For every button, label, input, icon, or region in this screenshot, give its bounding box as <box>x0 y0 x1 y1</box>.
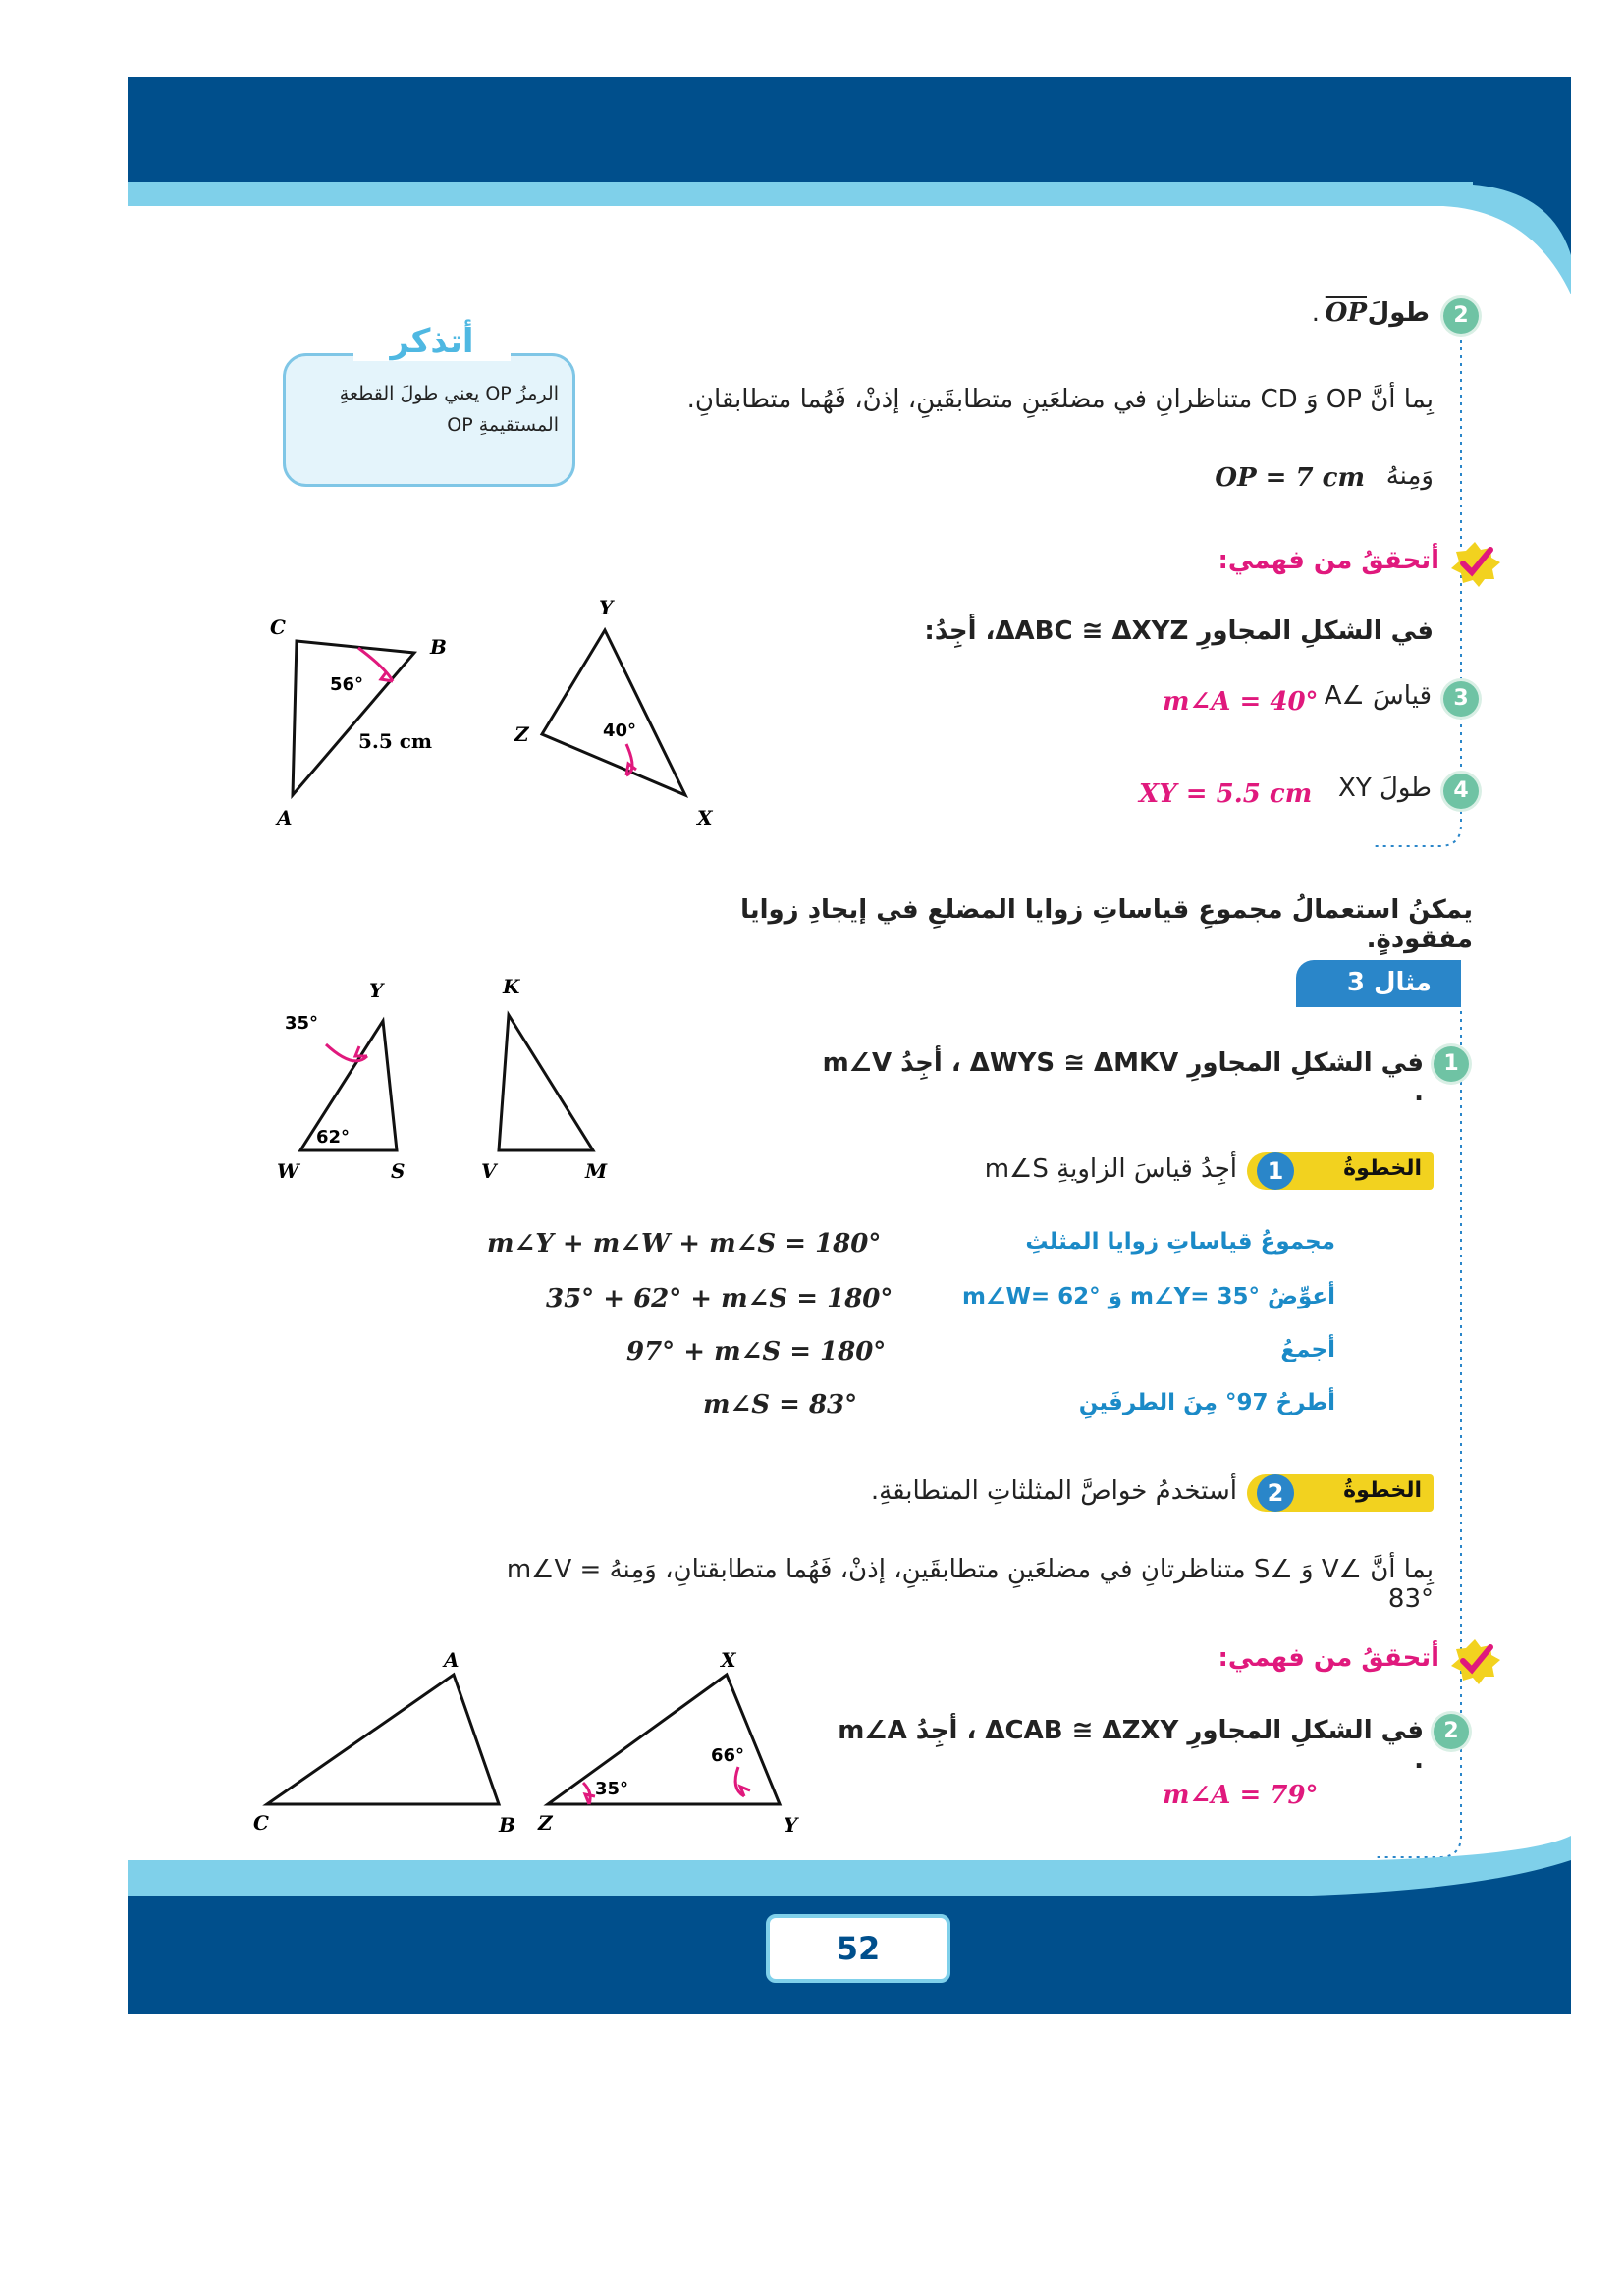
step-2-label: الخطوةُ <box>1343 1478 1422 1503</box>
label-angle-66: 66° <box>711 1745 745 1766</box>
label-angle-56: 56° <box>330 674 364 695</box>
label-angle-35: 35° <box>285 1013 319 1034</box>
step-1-number: 1 <box>1257 1152 1294 1190</box>
label-k: K <box>503 975 520 998</box>
label-y: Y <box>599 599 614 619</box>
triangle-abc <box>293 641 414 795</box>
figure-1-triangles <box>265 599 736 834</box>
step-1-label: الخطوةُ <box>1343 1156 1422 1181</box>
page-number-box <box>766 1914 950 1983</box>
equation-3: 97° + m∠S = 180° <box>626 1337 887 1366</box>
label-x3: X <box>721 1648 736 1672</box>
item-2-segment: $\overline{OP}$ <box>1325 298 1367 328</box>
check-2-q2-number: 2 <box>1434 1714 1469 1749</box>
step-2 <box>1247 1474 1443 1512</box>
check-1-header <box>1080 538 1502 587</box>
check-badge-icon <box>1447 1635 1502 1684</box>
equation-2-note: أعوِّضُ m∠Y= 35° وَ m∠W= 62° <box>961 1284 1335 1309</box>
equation-4-note: أطرحُ 97° مِنَ الطرفَينِ <box>1078 1390 1335 1415</box>
step-1 <box>1247 1152 1443 1190</box>
check-2-title: أتحققُ من فهمي: <box>1218 1643 1439 1673</box>
label-v: V <box>481 1159 497 1183</box>
item-2-number: 2 <box>1443 298 1479 334</box>
step-2-text: أستخدمُ خواصَّ المثلثاتِ المتطابقةِ. <box>870 1476 1237 1506</box>
step-2-number: 2 <box>1257 1474 1294 1512</box>
label-x: X <box>697 806 713 829</box>
check-2-prompt: في الشكلِ المجاورِ ΔCAB ≅ ΔZXY ، أجِدُ m∠A . <box>838 1716 1424 1775</box>
triangle-zxy <box>548 1675 780 1804</box>
item-2-result: OP = 7 cm <box>1215 463 1365 493</box>
triangle-mkv <box>499 1015 593 1150</box>
label-angle-62: 62° <box>316 1127 351 1148</box>
example-3-q1-number: 1 <box>1434 1046 1469 1082</box>
example-3-tab <box>1296 960 1461 1007</box>
step-1-text: أجِدُ قياسَ الزاويةِ m∠S <box>984 1154 1237 1184</box>
label-y3: Y <box>784 1813 798 1837</box>
q3-text: قياسَ ∠A <box>1324 681 1432 711</box>
label-w: W <box>277 1159 299 1183</box>
angle-b-arc <box>358 648 393 681</box>
example-3-conclusion: بِما أنَّ ∠V وَ ∠S متناظرتانِ في مضلعَينِ متطابقَينِ، إذنْ، فَهُما متطابقتانِ، وَمِنهُ m∠V = 83° <box>506 1555 1434 1614</box>
remember-text: الرمزُ OP يعني طولَ القطعةِ المستقيمةِ OP <box>339 383 559 436</box>
triangle-cab <box>267 1675 499 1804</box>
q4-number: 4 <box>1443 774 1479 809</box>
label-a: A <box>277 806 293 829</box>
q3-answer: m∠A = 40° <box>1163 687 1319 717</box>
equation-3-note: أجمعُ <box>1280 1337 1335 1362</box>
check-1-prompt: في الشكلِ المجاورِ ΔABC ≅ ΔXYZ، أجِدُ: <box>924 616 1434 646</box>
item-2-result-row <box>1080 461 1434 501</box>
figure-3-triangles <box>245 1639 815 1845</box>
label-b3: B <box>499 1813 515 1837</box>
remember-title: أتذكر <box>353 322 511 361</box>
item-2-result-label: وَمِنهُ <box>1385 461 1434 491</box>
example-3-prompt: في الشكلِ المجاورِ ΔWYS ≅ ΔMKV ، أجِدُ m∠V . <box>822 1048 1424 1107</box>
label-z3: Z <box>538 1811 553 1835</box>
label-c3: C <box>253 1811 269 1835</box>
page-number: 52 <box>836 1930 881 1967</box>
label-z: Z <box>514 722 529 746</box>
intro-text: يمكنُ استعمالُ مجموعِ قياساتِ زوايا المضلعِ في إيجادِ زوايا مفقودةٍ. <box>740 895 1473 954</box>
q3-number: 3 <box>1443 681 1479 717</box>
example-3-label: مثال 3 <box>1346 968 1432 997</box>
equation-1: m∠Y + m∠W + m∠S = 180° <box>487 1229 882 1258</box>
figure-2-triangles <box>265 972 658 1188</box>
item-2-dot: . <box>1311 298 1320 328</box>
label-c: C <box>270 615 286 639</box>
equation-1-note: مجموعُ قياساتِ زوايا المثلثِ <box>1025 1229 1335 1255</box>
item-2 <box>1080 294 1492 340</box>
equation-2: 35° + 62° + m∠S = 180° <box>546 1284 893 1313</box>
label-b: B <box>430 635 447 659</box>
triangle-xyz <box>542 630 685 795</box>
label-angle-35b: 35° <box>595 1779 629 1799</box>
remember-box <box>283 353 575 487</box>
q4-text: طولَ XY <box>1338 774 1432 803</box>
label-y2: Y <box>369 979 384 1002</box>
label-m: M <box>585 1159 608 1183</box>
check-badge-icon <box>1447 538 1502 587</box>
label-side-55: 5.5 cm <box>358 729 433 753</box>
check-1-title: أتحققُ من فهمي: <box>1218 546 1439 575</box>
check-2-answer: m∠A = 79° <box>1163 1781 1319 1810</box>
label-angle-40: 40° <box>603 721 637 741</box>
label-a3: A <box>444 1648 460 1672</box>
item-2-reason: بِما أنَّ OP وَ CD متناظرانِ في مضلعَينِ متطابقَينِ، إذنْ، فَهُما متطابقانِ. <box>686 385 1434 414</box>
item-2-text: طولَ <box>1367 298 1430 328</box>
check-2-header <box>1080 1635 1502 1684</box>
q4-answer: XY = 5.5 cm <box>1139 779 1313 809</box>
label-s: S <box>391 1159 406 1183</box>
equation-4: m∠S = 83° <box>703 1390 858 1419</box>
